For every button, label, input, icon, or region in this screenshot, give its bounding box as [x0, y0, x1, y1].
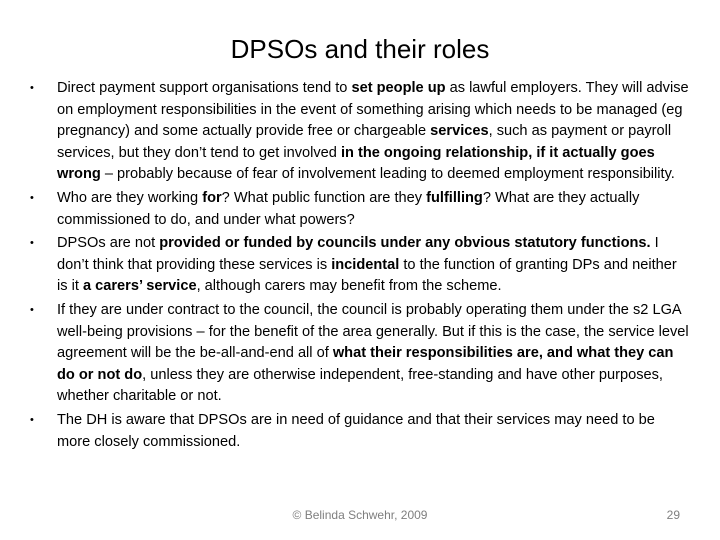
bullet-icon: • — [30, 191, 34, 204]
bullet-text-bold: what their responsibilities are, and what they can do or not do — [57, 345, 674, 383]
bullet-text: Direct payment support organisations tend to — [57, 80, 352, 96]
bullet-item — [30, 188, 690, 231]
bullet-text: – probably because of fear of involvement leading to deemed employment responsibility. — [100, 166, 675, 183]
bullet-text: I don’t think that providing these services is — [57, 235, 659, 273]
footer-copyright: © Belinda Schwehr, 2009 — [292, 508, 428, 522]
bullet-icon: • — [30, 413, 34, 426]
bullet-text-bold: services — [430, 123, 489, 140]
bullet-text: Who are they working — [57, 189, 203, 206]
bullet-text-bold: provided or funded by councils under any obvious statutory functions. — [159, 235, 651, 252]
bullet-icon: • — [30, 303, 34, 316]
bullet-item — [30, 300, 690, 408]
bullet-text: If they are under contract to the council, the council is probably operating them under the s2 LGA well-being provisions – for the benefit of the area generally. But if this is the case, the service level agreement will be the be-all-and-end all of — [57, 301, 689, 362]
bullet-text: ? What public function are they — [221, 189, 427, 206]
bullet-text: The DH is aware that DPSOs are in need of guidance and that their services may need to be more closely commissioned. — [57, 411, 655, 450]
bullet-text-bold: incidental — [331, 256, 400, 273]
bullet-text-bold: for — [202, 189, 222, 206]
bullet-icon: • — [30, 82, 34, 94]
slide-title: DPSOs and their roles — [230, 34, 490, 64]
bullet-text: ? What are they actually commissioned to do, and under what powers? — [57, 189, 640, 228]
bullet-text: to the function of granting DPs and neither is it — [57, 256, 677, 295]
bullet-text: , such as payment or payroll services, but they don’t tend to get involved — [57, 123, 672, 161]
bullet-text-bold: in the ongoing relationship, if it actually goes wrong — [57, 144, 655, 183]
bullet-item — [30, 233, 690, 298]
bullet-item — [30, 78, 690, 186]
bullet-item — [30, 410, 690, 453]
bullet-text: , unless they are otherwise independent, free-standing and have other purposes, whether charitable or not. — [57, 366, 663, 405]
bullet-text: as lawful employers. They will advise on employment responsibilities in the event of something arising which needs to be managed (eg pregnancy) and some actually provide free or chargeable — [57, 80, 689, 140]
bullet-text: DPSOs are not — [57, 235, 160, 252]
bullet-text-bold: fulfilling — [426, 189, 483, 206]
page-number: 29 — [666, 508, 680, 522]
bullet-list — [30, 78, 690, 455]
bullet-text-bold: a carers’ service — [82, 278, 197, 295]
bullet-text-bold: set people up — [351, 80, 446, 96]
bullet-icon: • — [30, 237, 34, 250]
bullet-text: , although carers may benefit from the scheme. — [196, 278, 502, 295]
